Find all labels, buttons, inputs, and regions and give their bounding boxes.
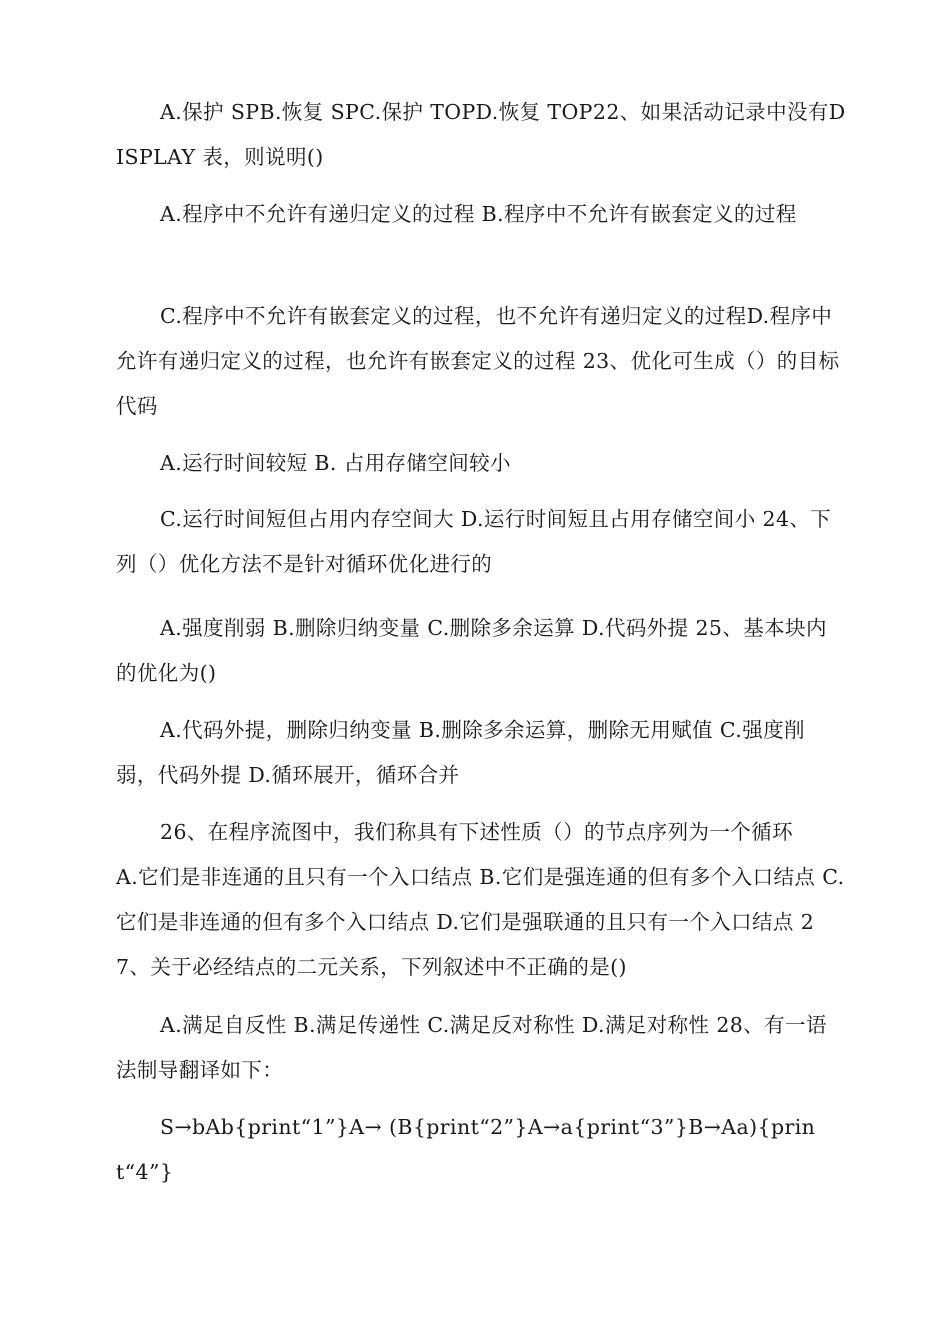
paragraph-q24-options-q25: A.强度削弱 B.删除归纳变量 C.删除多余运算 D.代码外提 25、基本块内的优化为() (116, 616, 827, 685)
paragraph-q22-options-ab: A.程序中不允许有递归定义的过程 B.程序中不允许有嵌套定义的过程 (160, 202, 797, 226)
paragraph-q23-options-ab: A.运行时间较短 B. 占用存储空间较小 (160, 451, 511, 475)
paragraph-q25-options: A.代码外提，删除归纳变量 B.删除多余运算，删除无用赋值 C.强度削弱，代码外提 D.循环展开，循环合并 (116, 718, 805, 787)
paragraph-q26: 26、在程序流图中，我们称具有下述性质（）的节点序列为一个循环 (160, 820, 793, 844)
paragraph-q26-options-q27: A.它们是非连通的且只有一个入口结点 B.它们是强连通的但有多个入口结点 C.它们是非连通的但有多个入口结点 D.它们是强联通的且只有一个入口结点 27、关于必经结点的二元关系，下列叙述中不正确的是() (116, 865, 845, 979)
paragraph-q27-options-q28: A.满足自反性 B.满足传递性 C.满足反对称性 D.满足对称性 28、有一语法制导翻译如下： (116, 1013, 827, 1082)
paragraph-q23-options-cd-q24: C.运行时间短但占用内存空间大 D.运行时间短且占用存储空间小 24、下列（）优化方法不是针对循环优化进行的 (116, 507, 832, 576)
paragraph-q21-options-q22: A.保护 SPB.恢复 SPC.保护 TOPD.恢复 TOP22、如果活动记录中没有DISPLAY 表，则说明() (116, 100, 846, 169)
paragraph-q22-options-cd-q23: C.程序中不允许有嵌套定义的过程，也不允许有递归定义的过程D.程序中允许有递归定义的过程，也允许有嵌套定义的过程 23、优化可生成（）的目标代码 (116, 304, 840, 418)
paragraph-grammar-rules: S→bAb{print“1”}A→ (B{print“2”}A→a{print“3”}B→Aa){print“4”} (116, 1115, 816, 1184)
